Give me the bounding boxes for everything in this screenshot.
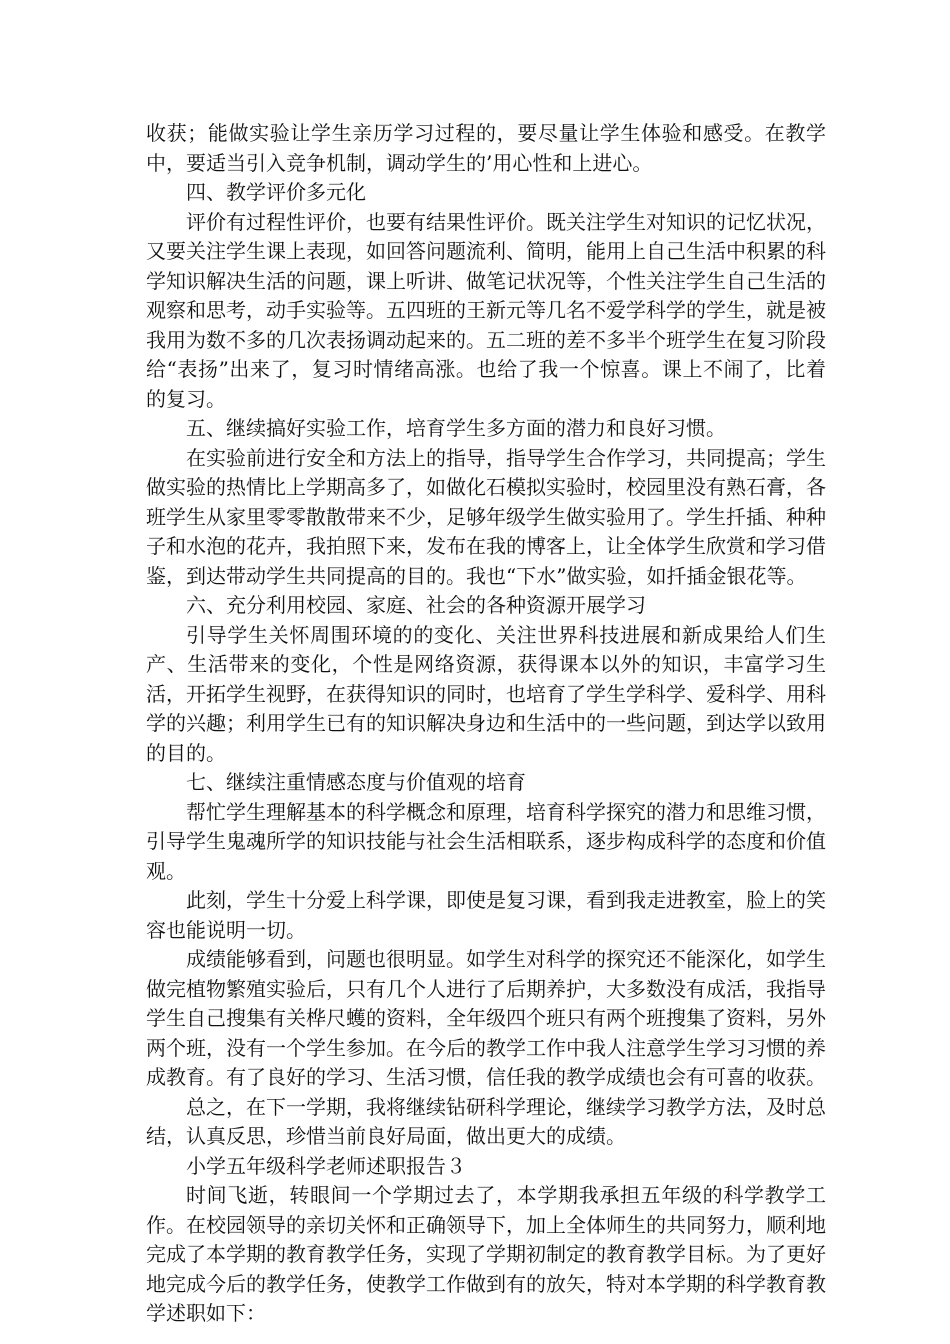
paragraph: 帮忙学生理解基本的科学概念和原理，培育科学探究的潜力和思维习惯，引导学生鬼魂所学的知识技能与社会生活相联系，逐步构成科学的态度和价值观。 [146, 799, 826, 883]
paragraph: 时间飞逝，转眼间一个学期过去了，本学期我承担五年级的科学教学工作。在校园领导的亲切关怀和正确领导下，加上全体师生的共同努力，顺利地完成了本学期的教育教学任务，实现了学期初制定的教育教学目标。为了更好地完成今后的教学任务，使教学工作做到有的放矢，特对本学期的科学教育教学述职如下： [146, 1183, 826, 1325]
paragraph: 引导学生关怀周围环境的的变化、关注世界科技进展和新成果给人们生产、生活带来的变化，个性是网络资源，获得课本以外的知识，丰富学习生活，开拓学生视野，在获得知识的同时，也培育了学生学科学、爱科学、用科学的兴趣；利用学生已有的知识解决身边和生活中的一些问题，到达学以致用的目的。 [146, 622, 826, 765]
document-body [146, 119, 826, 1329]
section-heading: 五、继续搞好实验工作，培育学生多方面的潜力和良好习惯。 [186, 416, 726, 440]
paragraph: 成绩能够看到，问题也很明显。如学生对科学的探究还不能深化，如学生做完植物繁殖实验后，只有几个人进行了后期养护，大多数没有成活，我指导学生自己搜集有关桦尺蠖的资料，全年级四个班只有两个班搜集了资料，另外两个班，没有一个学生参加。在今后的教学工作中我人注意学生学习习惯的养成教育。有了良好的学习、生活习惯，信任我的教学成绩也会有可喜的收获。 [146, 947, 826, 1089]
paragraph: 此刻，学生十分爱上科学课，即使是复习课，看到我走进教室，脸上的笑容也能说明一切。 [146, 888, 826, 942]
section-heading: 六、充分利用校园、家庭、社会的各种资源开展学习 [186, 593, 646, 617]
paragraph: 总之，在下一学期，我将继续钻研科学理论，继续学习教学方法，及时总结，认真反思，珍惜当前良好局面，做出更大的成绩。 [146, 1094, 826, 1148]
paragraph: 在实验前进行安全和方法上的指导，指导学生合作学习，共同提高；学生做实验的热情比上学期高多了，如做化石模拟实验时，校园里没有熟石膏，各班学生从家里零零散散带来不少，足够年级学生做实验用了。学生扦插、种种子和水泡的花卉，我拍照下来，发布在我的博客上，让全体学生欣赏和学习借鉴，到达带动学生共同提高的目的。我也“下水”做实验，如扦插金银花等。 [146, 445, 826, 588]
section-heading: 七、继续注重情感态度与价值观的培育 [186, 770, 526, 794]
paragraph: 评价有过程性评价，也要有结果性评价。既关注学生对知识的记忆状况，又要关注学生课上表现，如回答问题流利、简明，能用上自己生活中积累的科学知识解决生活的问题，课上听讲、做笔记状况等，个性关注学生自己生活的观察和思考，动手实验等。五四班的王新元等几名不爱学科学的学生，就是被我用为数不多的几次表扬调动起来的。五二班的差不多半个班学生在复习阶段给“表扬”出来了，复习时情绪高涨。也给了我一个惊喜。课上不闹了，比着的复习。 [146, 209, 826, 411]
paragraph: 收获；能做实验让学生亲历学习过程的，要尽量让学生体验和感受。在教学中，要适当引入竞争机制，调动学生的’用心性和上进心。 [146, 121, 826, 175]
report-title: 小学五年级科学老师述职报告３ [186, 1153, 466, 1178]
section-heading: 四、教学评价多元化 [186, 180, 366, 204]
